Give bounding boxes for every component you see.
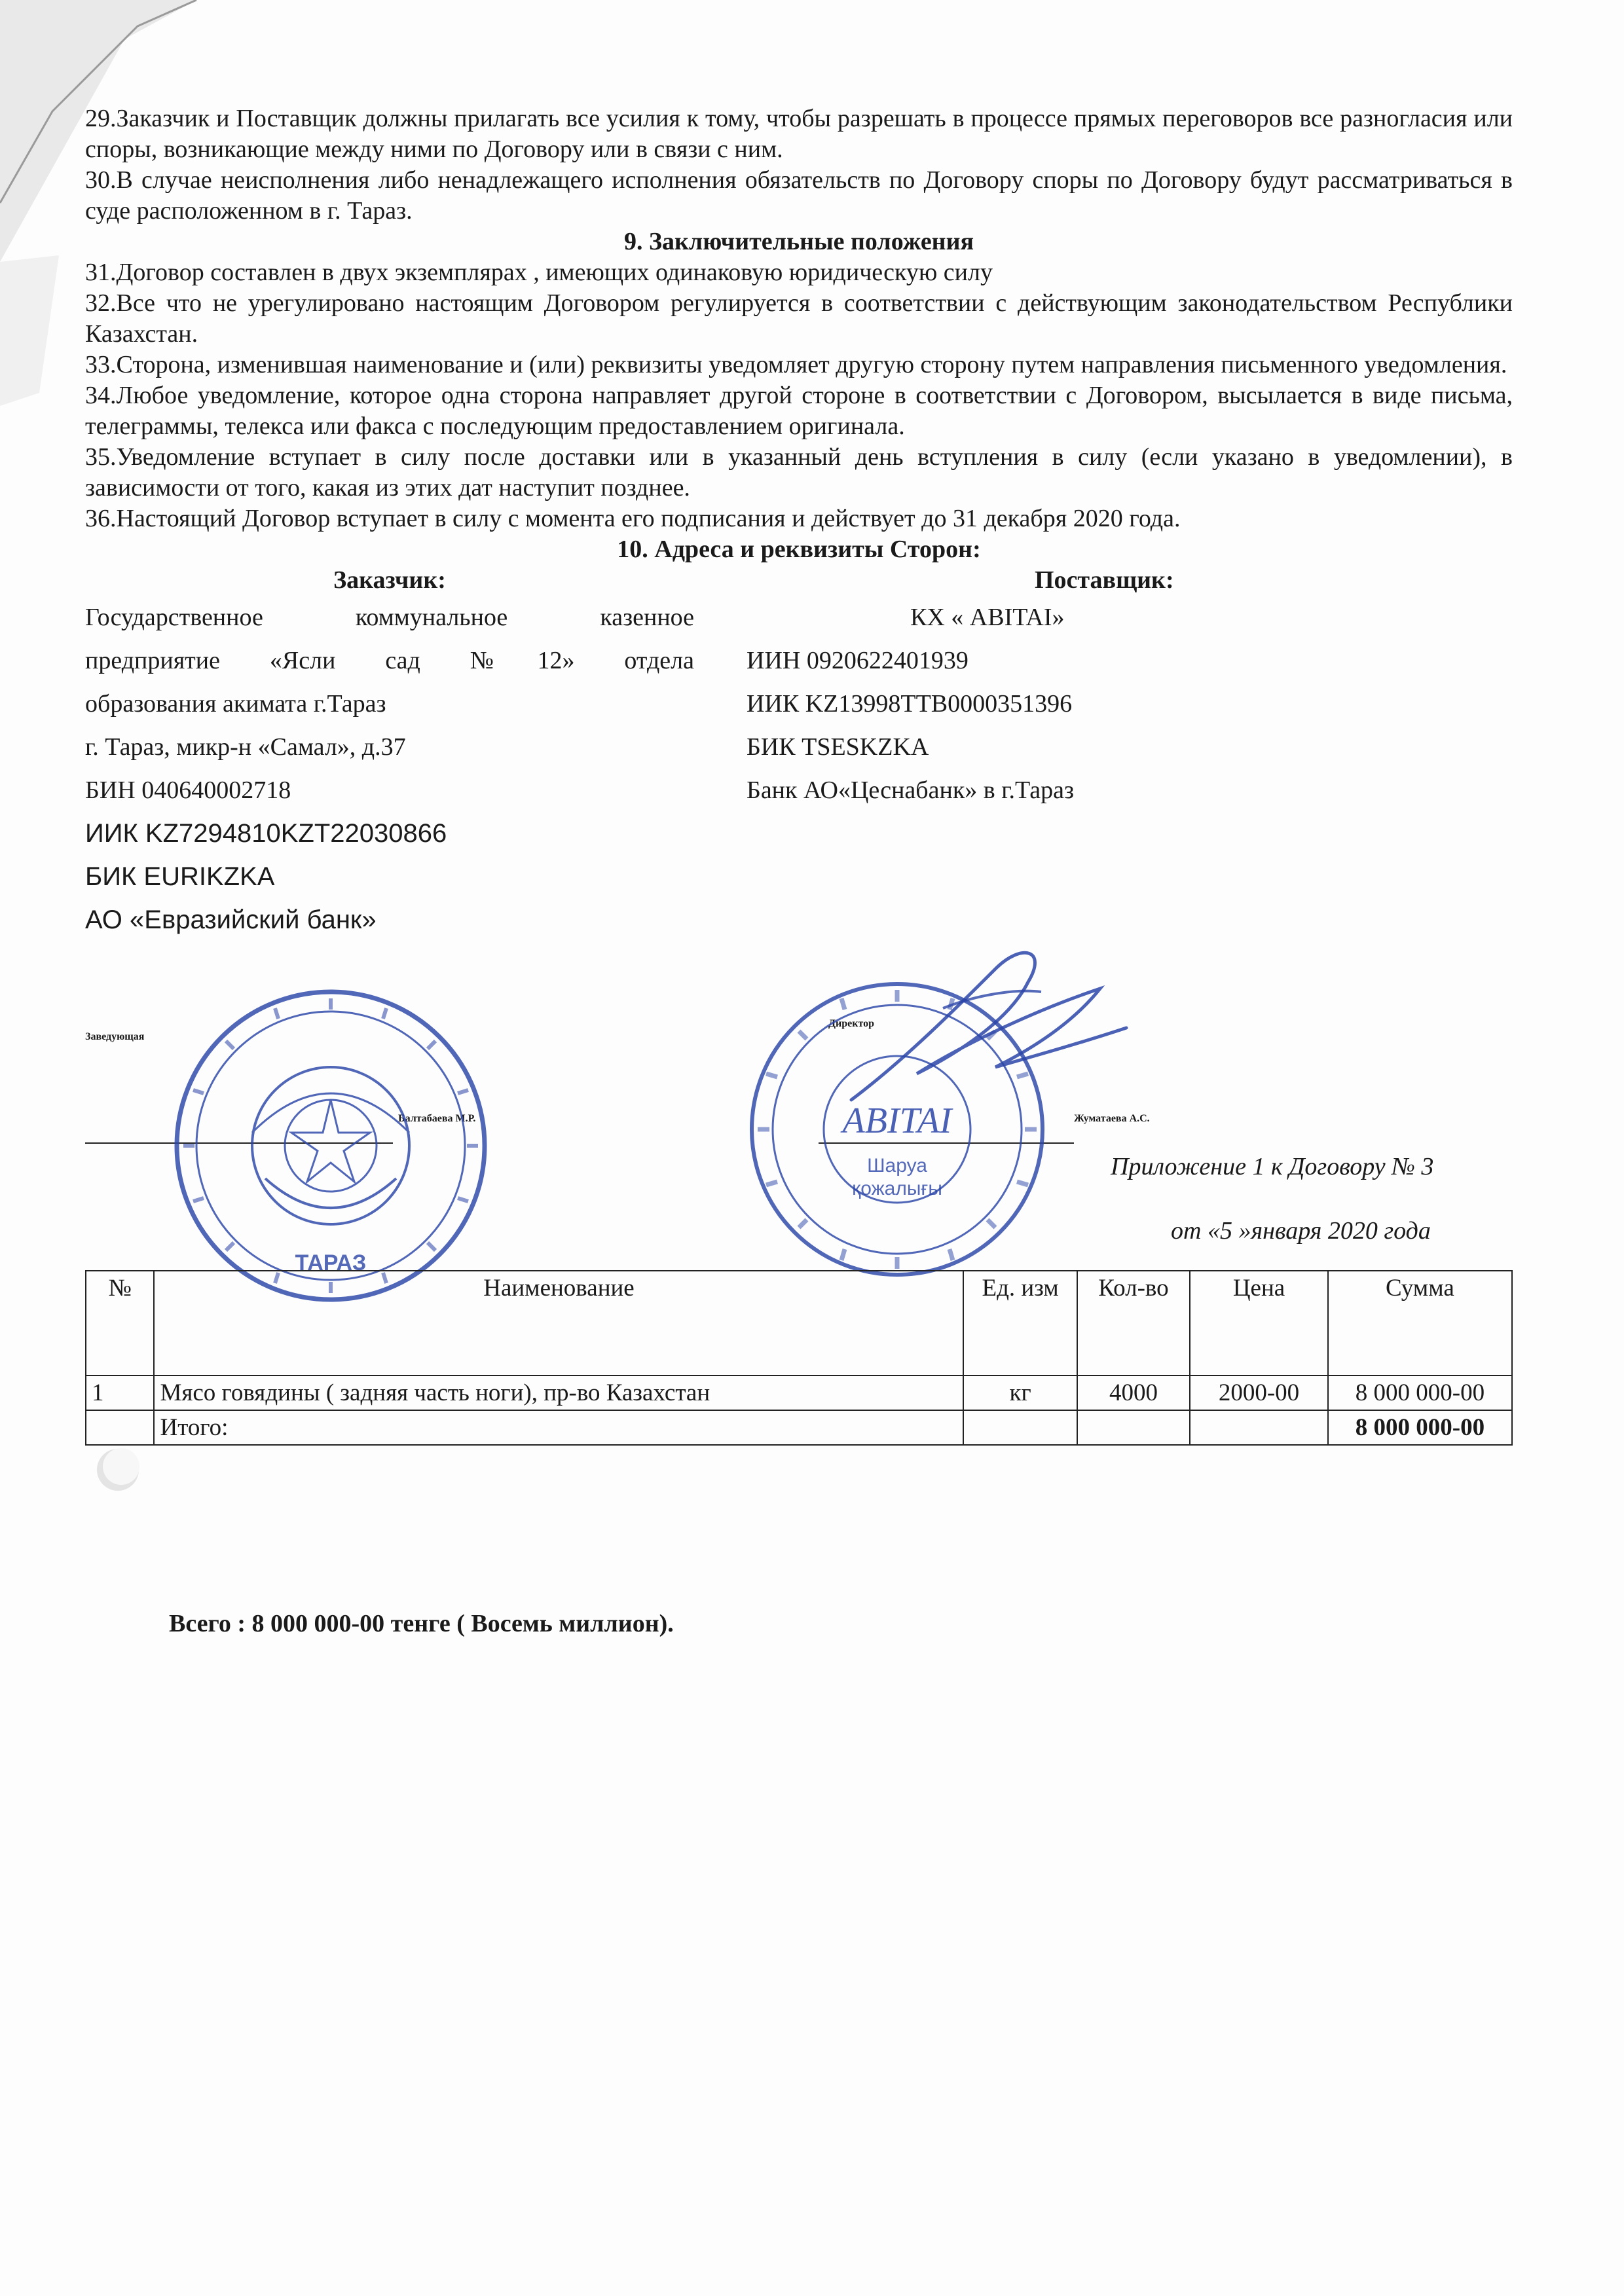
header-unit: Ед. изм	[963, 1271, 1077, 1376]
header-name: Наименование	[154, 1271, 963, 1376]
clause-33: 33.Сторона, изменившая наименование и (или) реквизиты уведомляет другую сторону путем направления письменного уведомления.	[85, 351, 1507, 378]
section-9-title: 9. Заключительные положения	[623, 228, 974, 255]
clause-34: 34.Любое уведомление, которое одна сторона направляет другой стороне в соответствии с Договором, высылается в виде письма, телеграммы, телекса или факса с последующим предоставлением оригинала.	[85, 382, 1513, 440]
customer-iik: ИИК KZ7294810KZT22030866	[85, 819, 447, 848]
total-sum: 8 000 000-00	[1328, 1410, 1512, 1445]
supplier-iin: ИИН 0920622401939	[747, 647, 969, 674]
goods-table	[85, 1270, 1513, 1446]
table-row	[86, 1376, 1512, 1410]
clause-32: 32.Все что не урегулировано настоящим Договором регулируется в соответствии с действующим законодательством Республики Казахстан.	[85, 289, 1513, 348]
customer-bank: АО «Евразийский банк»	[85, 905, 377, 934]
customer-line-1: Государственное коммунальное казенное	[85, 604, 694, 631]
supplier-sign-title: Директор	[828, 1018, 874, 1029]
section-10-title: 10. Адреса и реквизиты Сторон:	[617, 536, 981, 563]
clause-36: 36.Настоящий Договор вступает в силу с момента его подписания и действует до 31 декабря 2020 года.	[85, 505, 1181, 532]
header-sum: Сумма	[1328, 1271, 1512, 1376]
supplier-name: КХ « ABITAI»	[910, 604, 1065, 631]
supplier-iik: ИИК KZ13998TTB0000351396	[747, 690, 1073, 718]
supplier-block	[747, 565, 1467, 812]
customer-bin: БИН 040640002718	[85, 776, 291, 804]
customer-line-3: образования акимата г.Тараз	[85, 690, 386, 718]
customer-sign-title: Заведующая	[85, 1031, 145, 1042]
document-body	[85, 103, 1513, 971]
row-unit: кг	[963, 1376, 1077, 1410]
table-header-row	[86, 1271, 1512, 1376]
customer-heading: Заказчик:	[333, 566, 446, 594]
row-qty: 4000	[1077, 1376, 1190, 1410]
appendix-date: от «5 »января 2020 года	[1171, 1217, 1431, 1245]
appendix-title: Приложение 1 к Договору № 3	[1111, 1153, 1434, 1180]
supplier-bank: Банк АО«Цеснабанк» в г.Тараз	[747, 776, 1075, 804]
customer-address: г. Тараз, микр-н «Самал», д.37	[85, 733, 406, 761]
customer-sign-name: Балтабаева М.Р.	[398, 1113, 476, 1124]
clause-30: 30.В случае неисполнения либо ненадлежащего исполнения обязательств по Договору споры по Договору будут рассматриваться в суде расположенном в г. Тараз.	[85, 166, 1513, 225]
row-sum: 8 000 000-00	[1328, 1376, 1512, 1410]
customer-block	[85, 565, 694, 941]
clause-29: 29.Заказчик и Поставщик должны прилагать все усилия к тому, чтобы разрешать в процессе прямых переговоров все разногласия или споры, возникающие между ними по Договору или в связи с ним.	[85, 105, 1513, 163]
header-qty: Кол-во	[1077, 1271, 1190, 1376]
customer-stamp-text: ТАРАЗ	[295, 1250, 367, 1275]
header-price: Цена	[1190, 1271, 1328, 1376]
supplier-stamp-name: ABITAI	[842, 1101, 952, 1141]
supplier-bik: БИК TSESKZKA	[747, 733, 929, 761]
header-no: №	[86, 1271, 154, 1376]
total-label: Итого:	[154, 1410, 963, 1445]
customer-bik: БИК EURIKZKA	[85, 862, 275, 891]
clause-31: 31.Договор составлен в двух экземплярах , имеющих одинаковую юридическую силу	[85, 259, 993, 286]
supplier-stamp-sub1: Шаруа	[867, 1155, 927, 1176]
party-details	[85, 565, 1513, 971]
row-price: 2000-00	[1190, 1376, 1328, 1410]
supplier-handwritten-signature	[825, 930, 1139, 1126]
supplier-sign-name: Жуматаева А.С.	[1074, 1113, 1150, 1124]
row-no: 1	[86, 1376, 154, 1410]
customer-stamp-seal	[167, 982, 494, 1309]
clause-35: 35.Уведомление вступает в силу после доставки или в указанный день вступления в силу (если указано в уведомлении), в зависимости от того, какая из этих дат наступит позднее.	[85, 443, 1513, 501]
grand-total: Всего : 8 000 000-00 тенге ( Восемь миллион).	[169, 1610, 674, 1637]
supplier-stamp-sub2: қожалығы	[852, 1178, 942, 1199]
customer-line-2: предприятие «Ясли сад №12» отдела	[85, 647, 694, 674]
row-name: Мясо говядины ( задняя часть ноги), пр-во Казахстан	[154, 1376, 963, 1410]
supplier-heading: Поставщик:	[1035, 566, 1174, 594]
table-total-row	[86, 1410, 1512, 1445]
